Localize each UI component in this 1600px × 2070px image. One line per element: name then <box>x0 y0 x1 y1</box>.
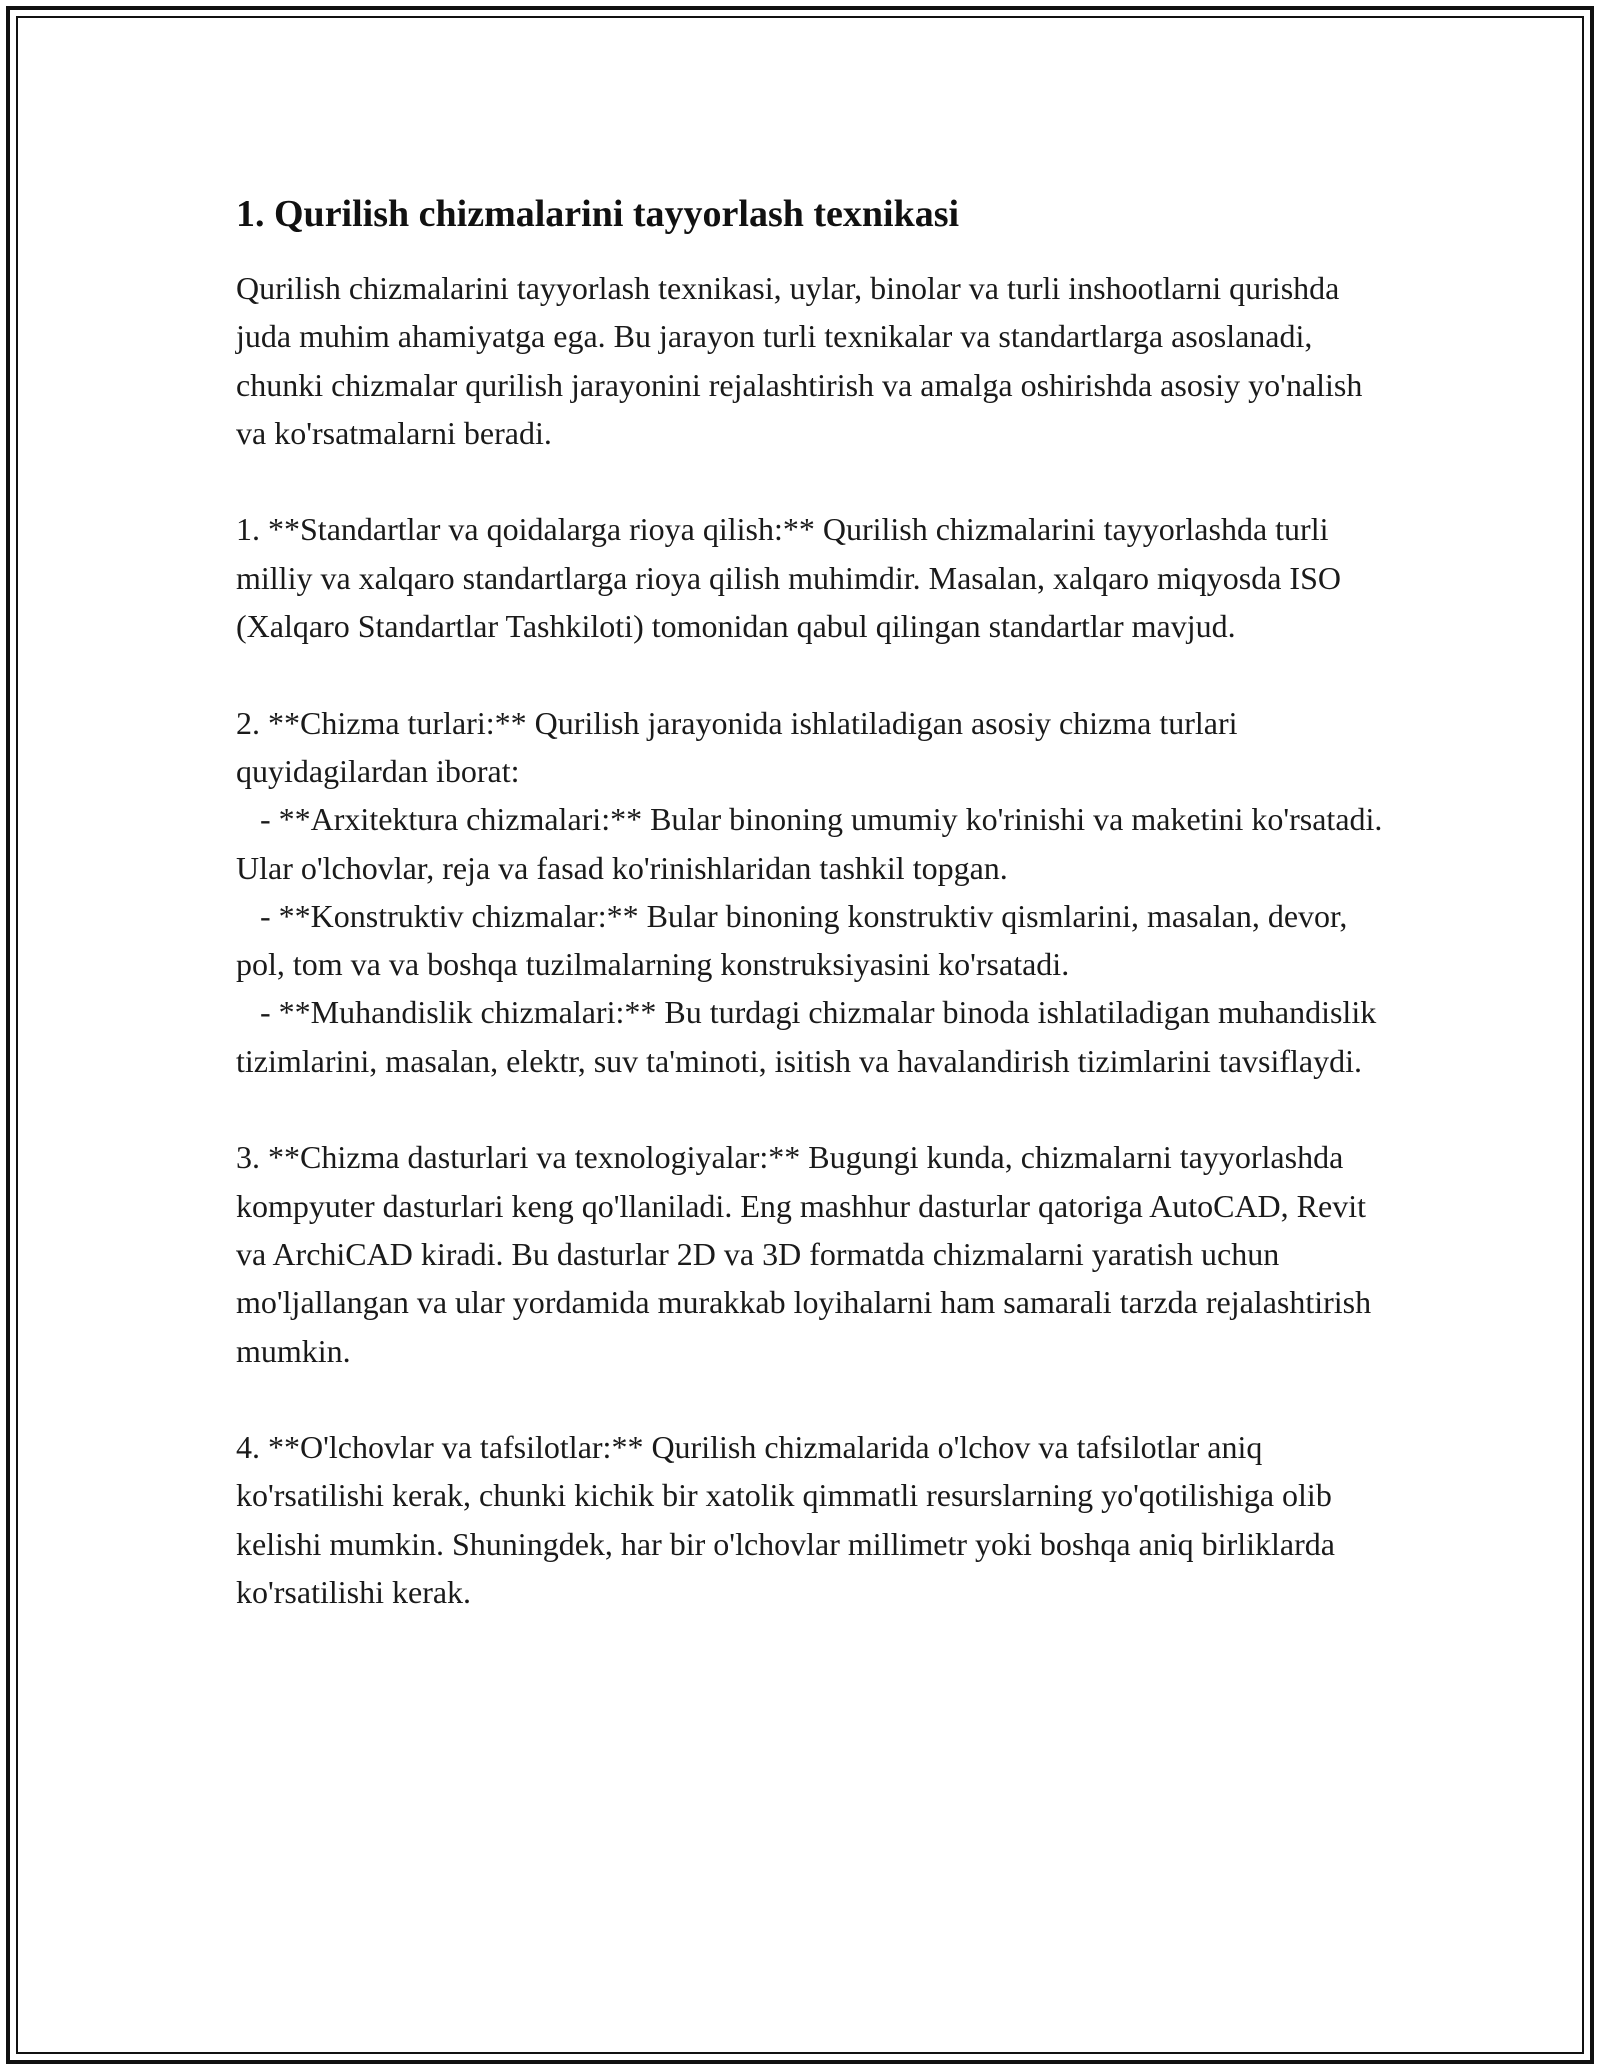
document-body <box>236 190 1391 1616</box>
paragraph-gap <box>236 650 1386 698</box>
section-drawing-types: 2. **Chizma turlari:** Qurilish jarayonida ishlatiladigan asosiy chizma turlari quyidagilardan iborat: <box>236 704 1246 789</box>
paragraph-gap <box>236 1085 1386 1133</box>
paragraph-gap <box>236 1375 1386 1423</box>
section-standards: 1. **Standartlar va qoidalarga rioya qilish:** Qurilish chizmalarini tayyorlashda turli milliy va xalqaro standartlarga rioya qilish muhimdir. Masalan, xalqaro miqyosda ISO (Xalqaro Standartlar Tashkiloti) tomonidan qabul qilingan standartlar mavjud. <box>236 511 1349 645</box>
list-item-structural: - **Konstruktiv chizmalar:** Bular binoning konstruktiv qismlarini, masalan, devor, pol, tom va va boshqa tuzilmalarning konstruksiyasini ko'rsatadi. <box>236 897 1356 983</box>
list-item-engineering: - **Muhandislik chizmalari:** Bu turdagi chizmalar binoda ishlatiladigan muhandislik tizimlarini, masalan, elektr, suv ta'minoti, isitish va havalandirish tizimlarini tavsiflaydi. <box>236 994 1385 1079</box>
section-software: 3. **Chizma dasturlari va texnologiyalar:** Bugungi kunda, chizmalarni tayyorlashda kompyuter dasturlari keng qo'llaniladi. Eng mashhur dasturlar qatoriga AutoCAD, Revit va ArchiCAD kiradi. Bu dasturlar 2D va 3D formatda chizmalarni yaratish uchun mo'ljallangan va ular yordamida murakkab loyihalarni ham samarali tarzda rejalashtirish mumkin. <box>236 1139 1380 1369</box>
section-dimensions: 4. **O'lchovlar va tafsilotlar:** Qurilish chizmalarida o'lchov va tafsilotlar aniq ko'rsatilishi kerak, chunki kichik bir xatolik qimmatli resurslarning yo'qotilishiga olib kelishi mumkin. Shuningdek, har bir o'lchovlar millimetr yoki boshqa aniq birliklarda ko'rsatilishi kerak. <box>236 1429 1343 1611</box>
page-title: 1. Qurilish chizmalarini tayyorlash texnikasi <box>236 193 960 235</box>
paragraph-gap <box>236 457 1386 505</box>
list-item-architecture: - **Arxitektura chizmalari:** Bular binoning umumiy ko'rinishi va maketini ko'rsatadi. Ular o'lchovlar, reja va fasad ko'rinishlaridan tashkil topgan. <box>236 801 1391 886</box>
intro-paragraph: Qurilish chizmalarini tayyorlash texnikasi, uylar, binolar va turli inshootlarni qurishda juda muhim ahamiyatga ega. Bu jarayon turli texnikalar va standartlarga asoslanadi, chunki chizmalar qurilish jarayonini rejalashtirish va amalga oshirishda asosiy yo'nalish va ko'rsatmalarni beradi. <box>236 270 1371 451</box>
